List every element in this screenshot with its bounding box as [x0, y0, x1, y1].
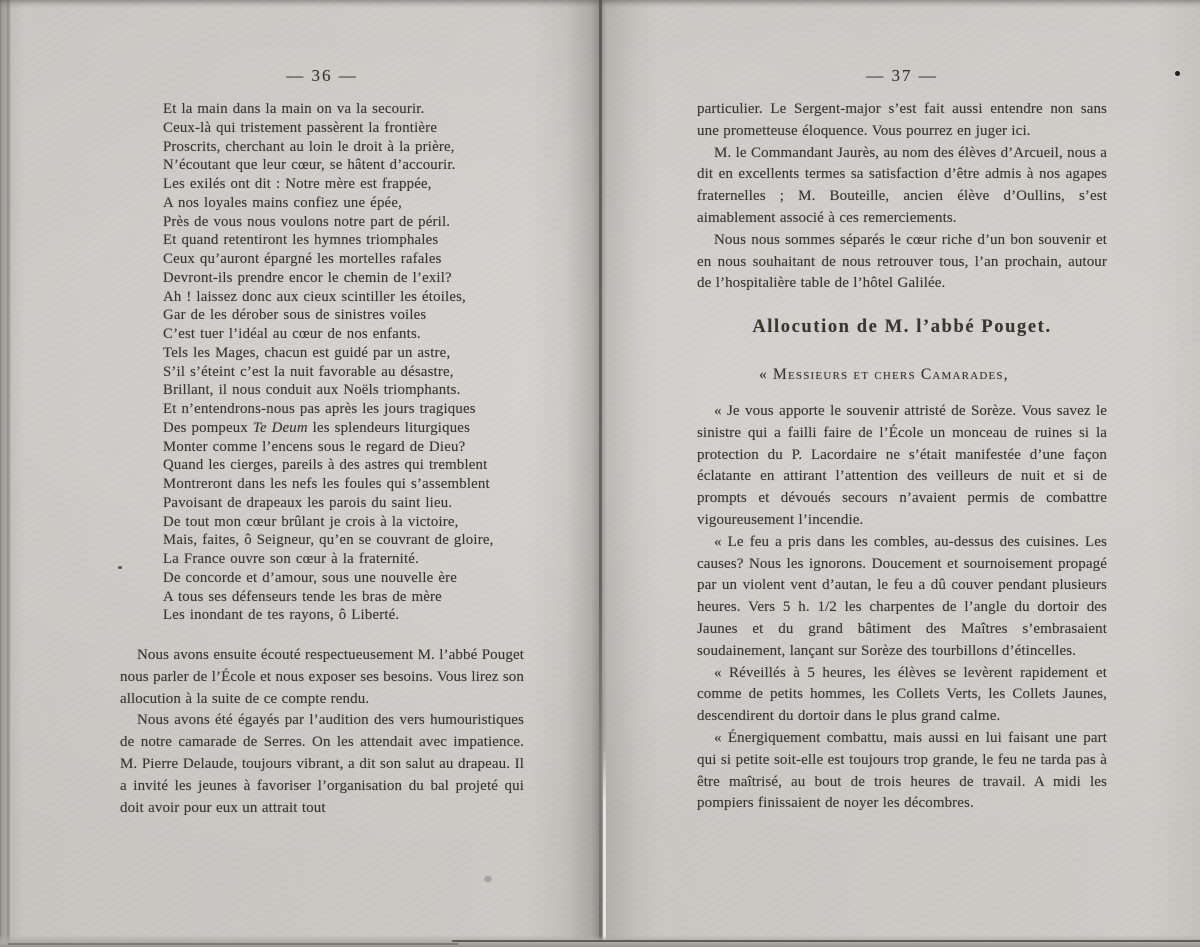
poem-line-te-deum: [163, 419, 528, 438]
poem-line: Ah ! laissez donc aux cieux scintiller les étoiles,: [163, 288, 466, 305]
poem-line: La France ouvre son cœur à la fraternité.: [163, 551, 419, 567]
poem-line: Près de vous nous voulons notre part de péril.: [163, 213, 451, 230]
paragraph: Nous avons été égayés par l’audition des vers humouristiques de notre camarade de Serres. On les attendait avec impatience. M. Pierre Delaude, toujours vibrant, a dit son salut au drapeau. Il a invité les jeunes à favoriser l’organisation du bal projeté qui doit avoir pour eux un attrait tout: [120, 712, 524, 816]
poem-line: Ceux-là qui tristement passèrent la frontière: [163, 119, 438, 136]
page-edge-left: [0, 0, 14, 947]
poem-line: Proscrits, cherchant au loin le droit à la prière,: [163, 138, 455, 155]
paragraph: particulier. Le Sergent-major s’est fait aussi entendre non sans une prometteuse éloquence. Vous pourrez en juger ici.: [697, 101, 1107, 139]
poem-line: Brillant, il nous conduit aux Noëls triomphants.: [163, 382, 461, 399]
poem-line: Pavoisant de drapeaux les parois du saint lieu.: [163, 494, 453, 511]
poem-line: Quand les cierges, pareils à des astres qui tremblent: [163, 457, 488, 474]
poem-line: S’il s’éteint c’est la nuit favorable au désastre,: [163, 363, 454, 380]
poem: [163, 100, 528, 625]
paragraph: Nous avons ensuite écouté respectueusement M. l’abbé Pouget nous parler de l’École et nous exposer ses besoins. Vous lirez son allocution à la suite de ce compte rendu.: [120, 647, 524, 707]
paragraph: « Je vous apporte le souvenir attristé de Sorèze. Vous savez le sinistre qui a failli faire de l’École un monceau de ruines si la protection du P. Lacordaire ne s’était manifestée d’une façon éclatante en attirant l’attention des veilleurs de nuit et si de prompts et dévoués secours n’avaient permis de combattre vigoureusement l’incendie.: [697, 403, 1107, 528]
page-36: [120, 0, 524, 947]
paragraph: « Le feu a pris dans les combles, au-dessus des cuisines. Les causes? Nous les ignorons. Doucement et sournoisement propagé par un violent vent d’autan, le feu a dû couver pendant plusieurs heures. Vers 5 h. 1/2 les charpentes de l’angle du dortoir des Jaunes et du grand bâtiment des Maîtres s’embrasaient soudainement, lançant sur Sorèze des tourbillons d’étincelles.: [697, 533, 1107, 659]
ink-speck: [1175, 71, 1180, 76]
left-page-paragraphs: [120, 645, 524, 819]
paragraph: M. le Commandant Jaurès, au nom des élèves d’Arcueil, nous a dit en excellents termes sa satisfaction d’être admis à nos agapes fraternelles ; M. Bouteille, ancien élève d’Oullins, s’est aimablement associé à ces remerciements.: [697, 144, 1107, 226]
paragraph: « Énergiquement combattu, mais aussi en lui faisant une part qui si petite soit-elle est toujours trop grande, le feu ne tarda pas à être maîtrisé, au bout de trois heures de travail. A midi les pompiers finissaient de noyer les décombres.: [697, 729, 1107, 812]
poem-line: C’est tuer l’idéal au cœur de nos enfants.: [163, 326, 421, 342]
poem-line: Monter comme l’encens sous le regard de Dieu?: [163, 438, 466, 455]
paragraph: Nous nous sommes séparés le cœur riche d’un bon souvenir et en nous souhaitant de nous retrouver tous, l’an prochain, autour de l’hospitalière table de l’hôtel Galilée.: [697, 231, 1107, 292]
speech-paragraphs: [697, 401, 1107, 815]
poem-line: A nos loyales mains confiez une épée,: [163, 194, 402, 211]
book-gutter-crease: [599, 0, 602, 947]
poem-line: Tels les Mages, chacun est guidé par un astre,: [163, 344, 451, 361]
poem-line: Devront-ils prendre encor le chemin de l’exil?: [163, 269, 452, 286]
poem-line: Et n’entendrons-nous pas après les jours tragiques: [163, 401, 476, 417]
book-gutter-shadow: [566, 0, 636, 947]
poem-line: N’écoutant que leur cœur, se hâtent d’accourir.: [163, 157, 456, 174]
poem-line: Ceux qu’auront épargné les mortelles rafales: [163, 251, 442, 267]
poem-line-italic-segment: Te Deum: [252, 419, 308, 436]
poem-line: Et quand retentiront les hymnes triomphales: [163, 232, 439, 249]
poem-line: Les inondant de tes rayons, ô Liberté.: [163, 607, 400, 624]
poem-line: Les exilés ont dit : Notre mère est frappée,: [163, 176, 432, 192]
right-page-top-paragraphs: [697, 99, 1107, 295]
poem-line-segment: Des pompeux: [163, 419, 253, 436]
page-number-left: — 36 —: [286, 66, 358, 85]
salutation: « Messieurs et chers Camarades,: [759, 366, 1009, 383]
book-gutter-highlight: [603, 742, 606, 942]
poem-line: De concorde et d’amour, sous une nouvelle ère: [163, 569, 457, 586]
section-heading: Allocution de M. l’abbé Pouget.: [752, 317, 1052, 337]
page-number-right: — 37 —: [866, 66, 938, 85]
poem-line: Mais, faites, ô Seigneur, qu’en se couvrant de gloire,: [163, 532, 494, 549]
poem-line: A tous ses défenseurs tende les bras de mère: [163, 588, 442, 605]
poem-line: Montreront dans les nefs les foules qui s’assemblent: [163, 476, 490, 492]
page-37: [697, 0, 1107, 947]
poem-line: Gar de les dérober sous de sinistres voiles: [163, 307, 427, 324]
poem-line: De tout mon cœur brûlant je crois à la victoire,: [163, 513, 459, 530]
poem-line: Et la main dans la main on va la secourir.: [163, 101, 425, 117]
poem-line-segment: les splendeurs liturgiques: [307, 419, 471, 436]
paragraph: « Réveillés à 5 heures, les élèves se levèrent rapidement et comme de petits hommes, les Collets Verts, les Collets Jaunes, descendirent du dortoir dans le plus grand calme.: [697, 664, 1107, 725]
